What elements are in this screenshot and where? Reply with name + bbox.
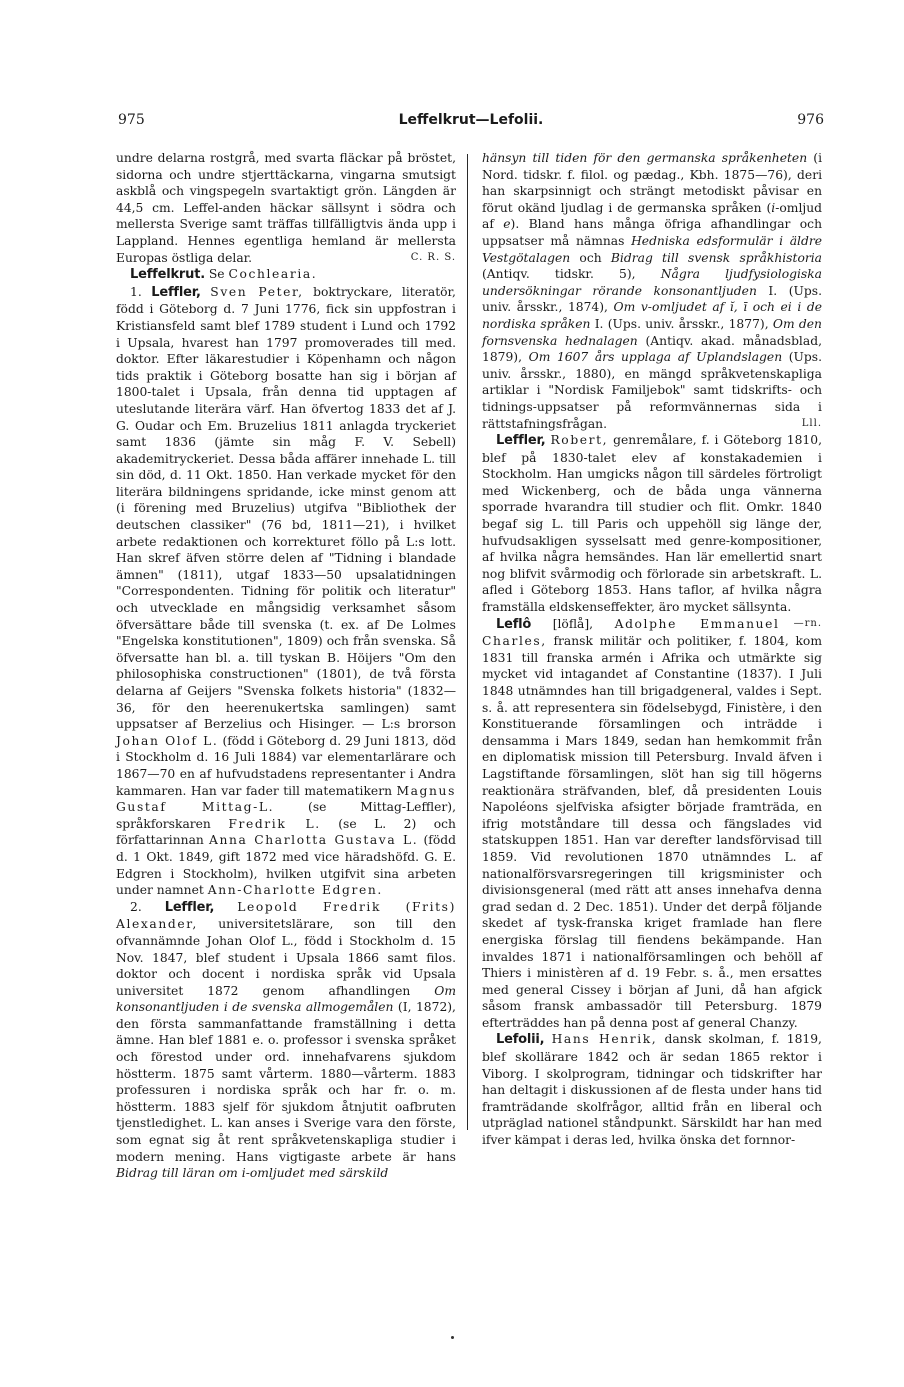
right-column: [482, 150, 822, 1149]
printers-mark: [451, 1336, 454, 1339]
entry-leffelkrut: Leffelkrut. Se Cochlearia.: [130, 267, 318, 283]
work-title: Om 1607 års upplaga af Uplandslagen: [528, 350, 783, 365]
person-name: Adolphe Emmanuel Charles,: [482, 616, 780, 649]
cross-reference: Cochlearia.: [228, 267, 318, 282]
person-name: Johan Olof L.: [116, 733, 219, 748]
author-signature: Lll.: [801, 417, 822, 429]
author-signature: C. R. S.: [410, 251, 456, 263]
work-title: Några ljudfysiologiska undersökningar rörande konsonantljuden: [482, 267, 822, 298]
headword: Leffelkrut.: [130, 267, 205, 283]
page-header: [118, 112, 824, 136]
person-name: Magnus Gustaf Mittag-L.: [116, 783, 456, 815]
person-name: Robert,: [550, 433, 609, 448]
work-title: Om den fornsvenska hednalagen: [482, 316, 822, 348]
entry-lefolii: Lefolii, Hans Henrik, dansk skolman, f. 1819, blef skollärare 1842 och är sedan 1865 rektor i Viborg. I skolprogram, tidningar och tidskrifter har han deltagit i diskussionen af de flesta under hans tid framträdande skolfrågor, alltid från en liberal och utpräglad nationel ståndpunkt. Särskildt har han med ifver kämpat i deras led, hvilka önska det fornnor-: [482, 1032, 822, 1148]
entry-leflo: Leflô [löflå], Adolphe Emmanuel Charles, fransk militär och politiker, f. 1804, kom 1831 till franska armén i Afrika och utmärkte sig mycket vid intagandet af Constantine (1837). I Juli 1848 utnämndes han till brigadgeneral, valdes i Sept. s. å. att representera sin födelsebygd, Finistère, i den Konstituerande församlingen och inträdde i densamma i Mars 1849, sedan han hemkommit från en diplomatisk mission till Petersburg. Invald äfven i Lagstiftande församlingen, slöt han sig till högerns reaktionära sträfvanden, blef, då presidenten Louis Napoléons sjelfviska afsigter började framträda, en ifrig motståndare till dessa och fängslades vid statskuppen 1851. Han var derefter landsförvisad till 1859. Vid revolutionen 1870 utnämndes L. af nationalförsvarsregeringen till krigsminister och divisionsgeneral (med rätt att anses innehafva denna grad sedan d. 2 Dec. 1851). Under det derpå följande skedet af tysk-franska kriget framlade han flere energiska förslag till fiendens bekämpande. Han invaldes 1871 i nationalförsamlingen och behöll af Thiers i ministèren af d. 19 Febr. s. å., men ersattes med general Cissey i början af Juni, då han afgick såsom fransk ambassadör till Petersburg. 1879 efterträddes han på denna post af general Chanzy.: [482, 616, 822, 1030]
person-name: Hans Henrik,: [551, 1032, 658, 1047]
page-number-right: 976: [797, 112, 824, 128]
entry-leffler-sven-peter: 1. Leffler, Sven Peter, boktryckare, literatör, född i Göteborg d. 7 Juni 1776, fick sin uppfostran i Kristiansfeld samt blef 1789 student i Lund och 1792 i Upsala, hvarest han 1797 promoverades till med. doktor. Efter läkarestudier i Köpenhamn och någon tids praktik i Göteborg bosatte han sig i början af 1800-talet i Upsala, från denna tid upptagen af uteslutande literära värf. Han öfvertog 1833 det af J. G. Oudar och Em. Bruzelius 1811 anlagda tryckeriet samt 1836 (jämte sin måg F. V. Sebell) akademitryckeriet. Dessa båda affärer innehade L. till sin död, d. 11 Okt. 1850. Han verkade mycket för den literära bildningens spridande, icke minst genom att (i förening med Bruzelius) utgifva "Bibliothek der deutschen classiker" (76 bd, 1811—21), i hvilket arbete redaktionen och korrekturet föllo på L:s lott. Han skref äfven större delen af "Tidning i blandade ämnen" (1811), utgaf 1833—50 upsalatidningen "Correspondenten. Tidning för politik och literatur" och utvecklade en mångsidig verksamhet såsom öfversättare både till svenska (t. ex. af De Lolmes "Engelska konstitutionen", 1809) och från svenska. Så öfversatte han bl. a. till tyskan B. Höijers "Om den philosophiska constructionen" (1801), de två första delarna af Geijers "Svenska folkets historia" (1832—36, för den heerenukertska samlingen) samt uppsatser af Berzelius och Hisinger. — L:s brorson Johan Olof L. (född i Göteborg d. 29 Juni 1813, död i Stockholm d. 16 Juli 1884) var elementarlärare och 1867—70 en af hufvudstadens representanter i Andra kammaren. Han var fader till matematikern Magnus Gustaf Mittag-L. (se Mittag-Leffler), språkforskaren Fredrik L. (se L. 2) och författarinnan Anna Charlotta Gustava L. (född d. 1 Okt. 1849, gift 1872 med vice häradshöfd. G. E. Edgren i Stockholm), hvilken utgifvit sina arbeten under namnet Ann-Charlotte Edgren.: [116, 284, 456, 898]
headword: Leflô: [496, 616, 532, 632]
work-title: hänsyn till tiden för den germanska språkenheten: [482, 151, 808, 165]
running-title: Leffelkrut—Lefolii.: [398, 112, 544, 128]
paragraph-leffel-anden: undre delarna rostgrå, med svarta fläckar på bröstet, sidorna och undre stjerttäckarna, vingarna smutsigt askblå och vingspegeln svartaktigt grön. Längden är 44,5 cm. Leffel-anden häckar sällsynt i södra och mellersta Sverige samt träffas tillfälligtvis ända upp i Lappland. Hennes egentliga hemland är mellersta Europas östliga delar. C. R. S.: [116, 151, 456, 265]
work-title: Bidrag till svensk språkhistoria: [610, 250, 822, 265]
work-title: Hedniska edsformulär i äldre Vestgötalagen: [482, 233, 822, 265]
person-name: Anna Charlotta Gustava L.: [209, 833, 419, 848]
headword: Leffler,: [496, 433, 546, 449]
entry-leffler-leopold-fredrik-continued: hänsyn till tiden för den germanska språkenheten (i Nord. tidskr. f. filol. og pædag., Kbh. 1875—76), deri han skarpsinnigt och strängt metodiskt påvisar en förut okänd ljudlag i de germanska språken (i-omljud af e). Bland hans många öfriga afhandlingar och uppsatser må nämnas Hedniska edsformulär i äldre Vestgötalagen och Bidrag till svensk språkhistoria (Antiqv. tidskr. 5), Några ljudfysiologiska undersökningar rörande konsonantljuden I. (Ups. univ. årsskr., 1874), Om v-omljudet af ĭ, ī och ei i de nordiska språken I. (Ups. univ. årsskr., 1877), Om den fornsvenska hednalagen (Antiqv. akad. månadsblad, 1879), Om 1607 års upplaga af Uplandslagen (Ups. univ. årsskr., 1880), en mängd språkvetenskapliga artiklar i "Nordisk Familjebok" samt tidskrifts- och tidnings-uppsatser på reformvännernas sida i rättstafningsfrågan. Lll.: [482, 151, 822, 431]
pronunciation: [löflå],: [552, 616, 594, 631]
person-name: Sven Peter,: [210, 284, 304, 299]
left-column: [116, 150, 456, 1182]
column-divider: [467, 154, 468, 1130]
headword: Leffler,: [151, 284, 201, 300]
person-name: Leopold Fredrik (Frits) Alexander,: [116, 899, 456, 932]
entry-leffler-leopold-fredrik: 2. Leffler, Leopold Fredrik (Frits) Alexander, universitetslärare, son till den ofvannämnde Johan Olof L., född i Stockholm d. 15 Nov. 1847, blef student i Upsala 1866 samt filos. doktor och docent i nordiska språk vid Upsala universitet 1872 genom afhandlingen Om konsonantljuden i de svenska allmogemålen (I, 1872), den första sammanfattande framställning i detta ämne. Han blef 1881 e. o. professor i svenska språket och förestod under ord. innehafvarens sjukdom höstterm. 1875 samt vårterm. 1880—vårterm. 1883 professuren i nordiska språk och har fr. o. m. höstterm. 1883 sjelf för sjukdom åtnjutit oafbruten tjenstledighet. L. kan anses i Sverige vara den förste, som egnat sig åt rent språkvetenskapliga studier i modern mening. Hans vigtigaste arbete är hans Bidrag till läran om i-omljudet med särskild: [116, 899, 456, 1181]
headword: Lefolii,: [496, 1032, 545, 1048]
person-name: Fredrik L.: [228, 816, 321, 831]
headword: Leffler,: [164, 899, 215, 915]
work-title: Om v-omljudet af ĭ, ī och ei i de nordiska språken: [482, 300, 822, 331]
person-name: Ann-Charlotte Edgren.: [207, 883, 383, 898]
work-title: Om konsonantljuden i de svenska allmogemålen: [116, 983, 456, 1015]
author-signature: —rn.: [793, 617, 822, 629]
page-number-left: 975: [118, 112, 145, 128]
work-title: Bidrag till läran om i-omljudet med särskild: [116, 1166, 389, 1181]
entry-leffler-robert: Leffler, Robert, genremålare, f. i Göteborg 1810, blef på 1830-talet elev af konstakademien i Stockholm. Han umgicks någon till särdeles förtroligt med Wickenberg, och de båda unga vännerna sporrade hvarandra till studier och flit. Omkr. 1840 begaf sig L. till Paris och uppehöll sig länge der, hufvudsakligen sysselsatt med genre-kompositioner, af hvilka några hemsändes. Han lär emellertid snart nog blifvit svårmodig och förlorade sin arbetskraft. L. afled i Göteborg 1853. Hans taflor, af hvilka några framställa eldskenseffekter, äro mycket sällsynta. —rn.: [482, 432, 822, 616]
